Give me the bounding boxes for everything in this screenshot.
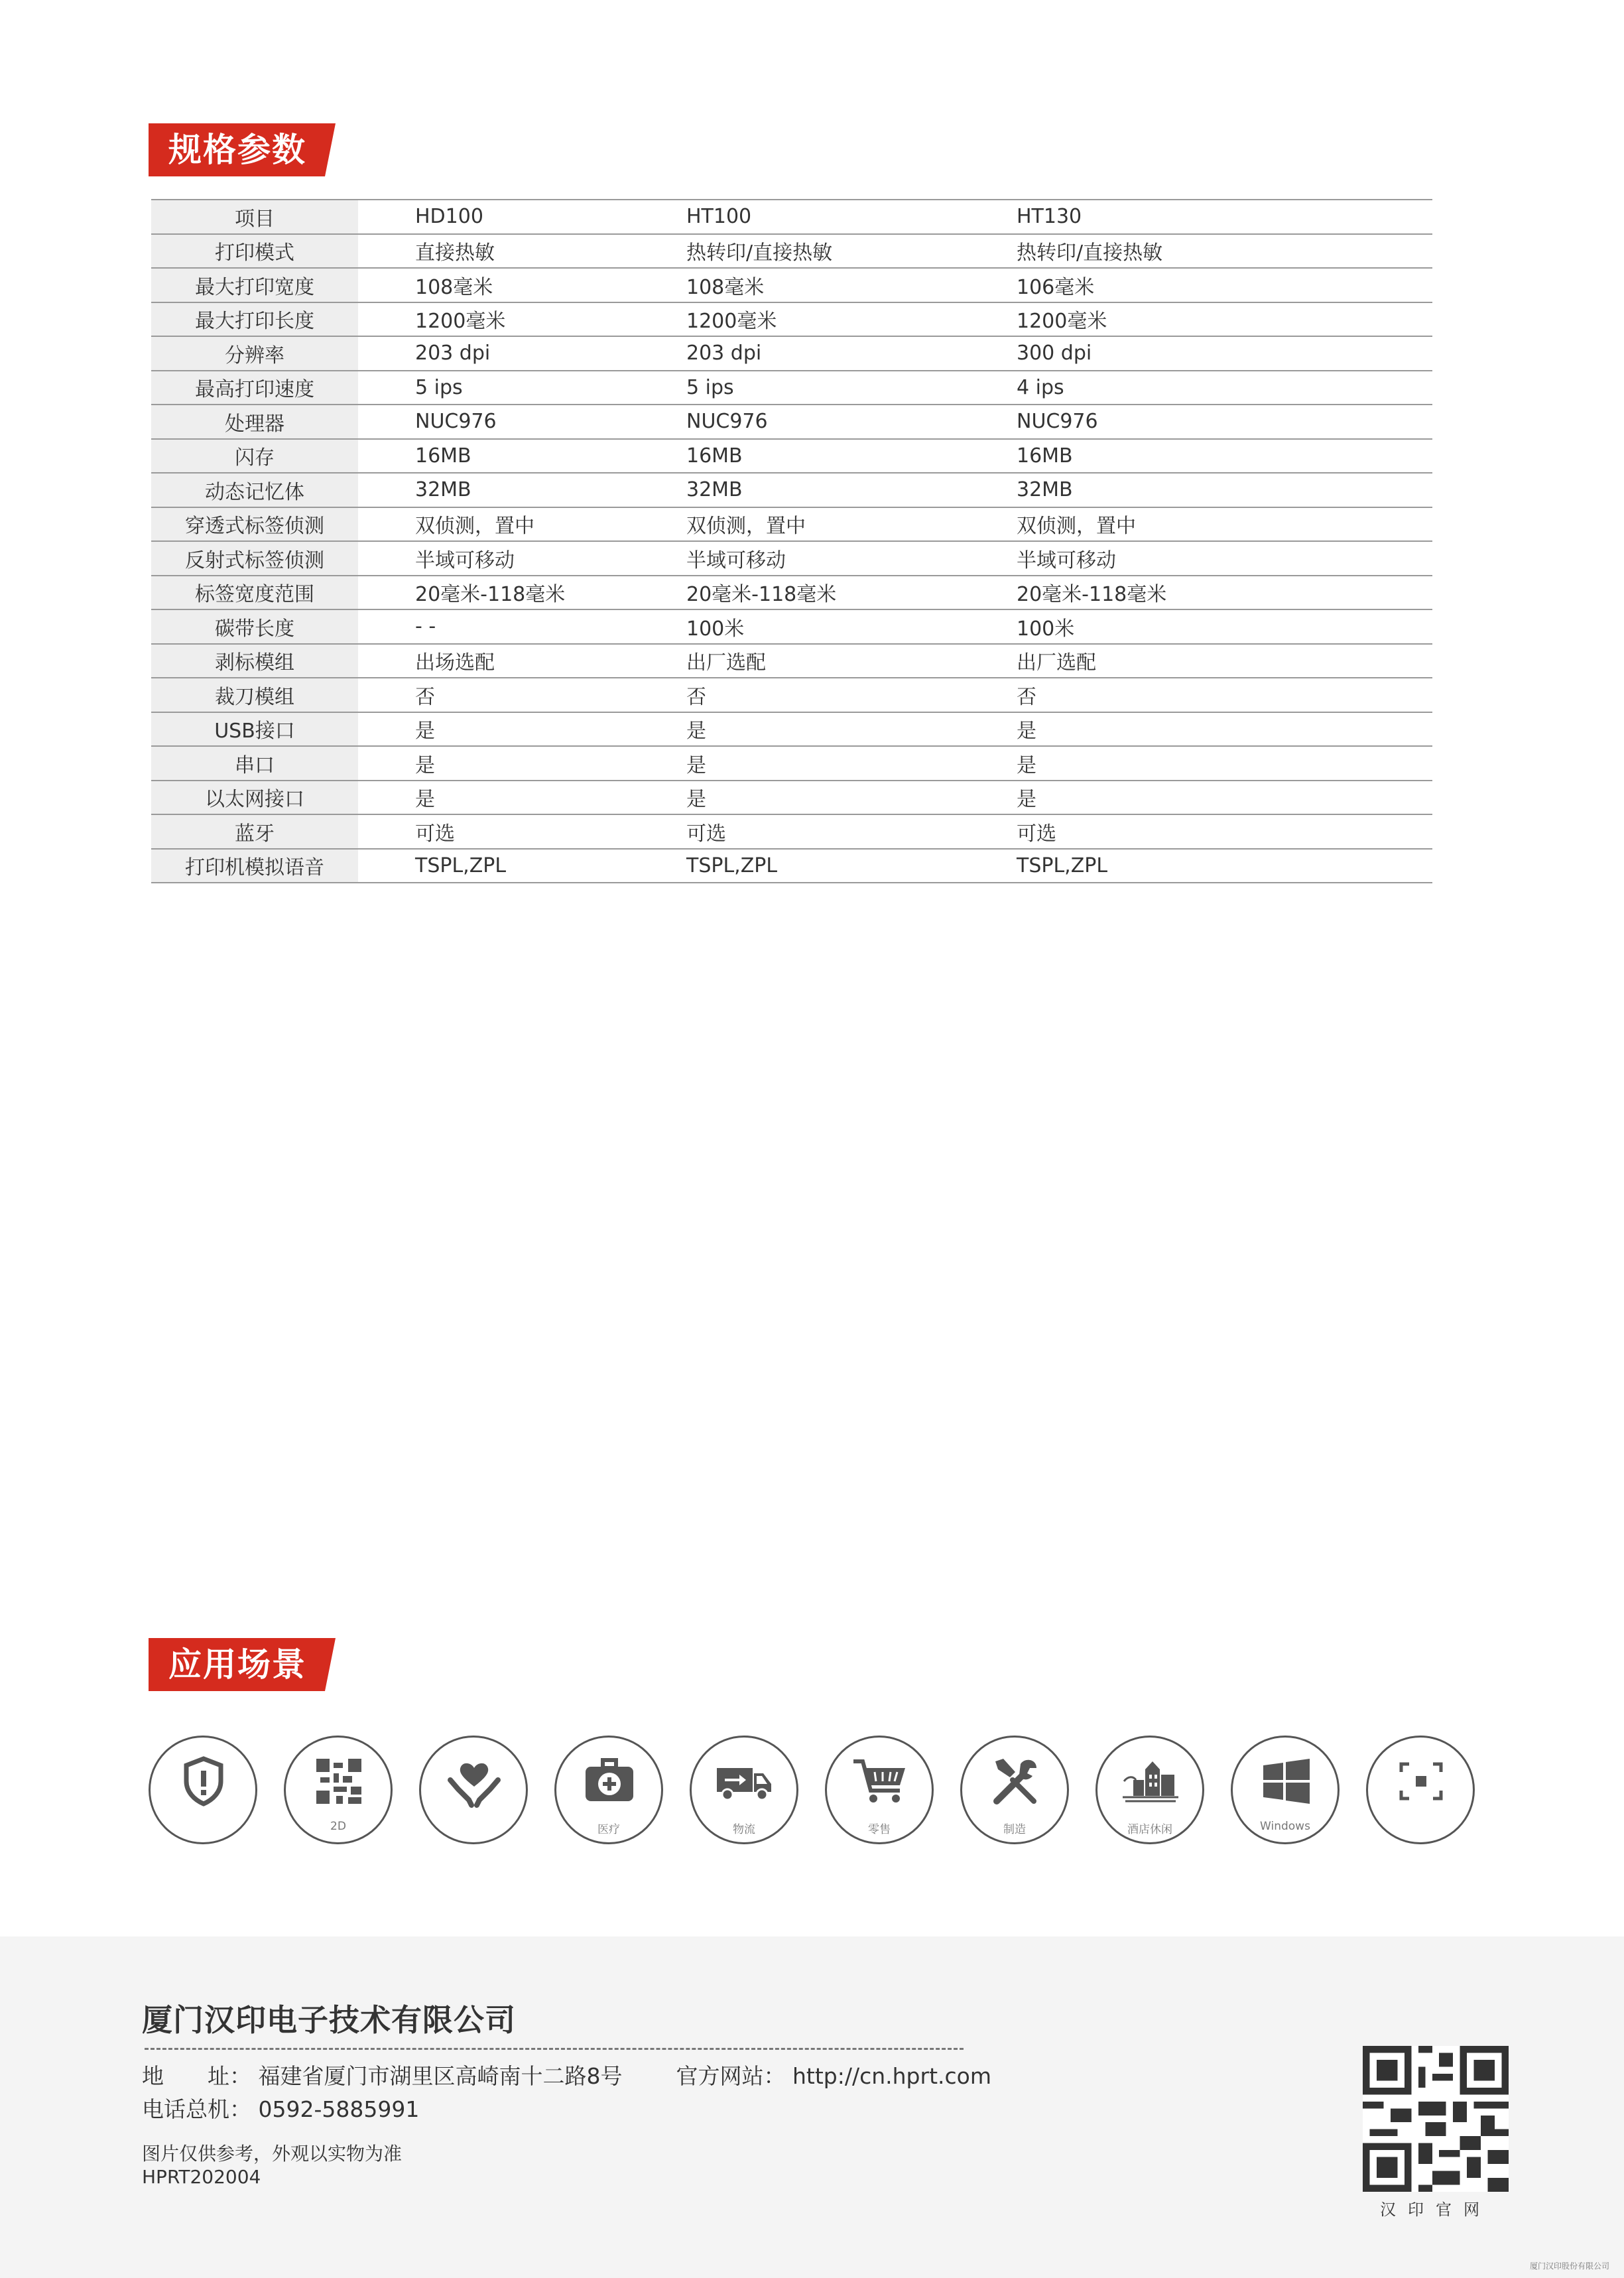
spec-row-value: NUC976: [358, 405, 686, 439]
spec-row-label: 闪存: [151, 439, 358, 474]
phone-value: 0592-5885991: [258, 2096, 420, 2122]
spec-row: [151, 507, 1432, 542]
spec-row-value: 16MB: [686, 439, 1017, 474]
spec-row: [151, 781, 1432, 815]
application-section-title: 应用场景: [149, 1638, 325, 1691]
spec-row-value: 半域可移动: [358, 541, 686, 576]
spec-row-value: 可选: [358, 814, 686, 849]
spec-row-value: 可选: [1017, 814, 1432, 849]
icon-label: 酒店休闲: [1127, 1823, 1172, 1836]
icon-label: 医疗: [597, 1823, 620, 1836]
spec-row-label: 串口: [151, 746, 358, 781]
truck-icon: [690, 1736, 798, 1844]
phone-label: 电话总机：: [142, 2096, 251, 2122]
spec-row-label: 蓝牙: [151, 814, 358, 849]
spec-row-value: 出厂选配: [686, 644, 1017, 678]
spec-row-label: 碳带长度: [151, 609, 358, 644]
spec-row-label: 最大打印长度: [151, 302, 358, 337]
spec-row: [151, 576, 1432, 610]
spec-row-value: 32MB: [686, 473, 1017, 507]
spec-row: [151, 712, 1432, 747]
icon-label: 2D: [330, 1820, 346, 1833]
address-row: [142, 2059, 991, 2090]
spec-row-value: 1200毫米: [358, 302, 686, 337]
spec-row-value: 16MB: [358, 439, 686, 474]
tools-icon: [960, 1736, 1069, 1844]
spec-row: [151, 439, 1432, 474]
shield-icon: [149, 1736, 257, 1844]
spec-row-value: 1200毫米: [1017, 302, 1432, 337]
spec-row: [151, 644, 1432, 678]
spec-row: [151, 746, 1432, 781]
phone-row: [142, 2092, 419, 2123]
spec-row: [151, 473, 1432, 507]
spec-row-value: 1200毫米: [686, 302, 1017, 337]
spec-table: [151, 199, 1432, 883]
spec-row-value: 100米: [1017, 609, 1432, 644]
website-link[interactable]: http://cn.hprt.com: [792, 2063, 991, 2089]
spec-row-value: 20毫米-118毫米: [686, 576, 1017, 610]
spec-row-value: 是: [358, 712, 686, 747]
address-label: 地 址：: [142, 2063, 251, 2089]
spec-header-row: [151, 200, 1432, 234]
spec-row-value: 是: [358, 781, 686, 815]
spec-row-label: 最大打印宽度: [151, 268, 358, 302]
spec-row-value: 出场选配: [358, 644, 686, 678]
spec-row-value: 20毫米-118毫米: [358, 576, 686, 610]
spec-section-title: 规格参数: [149, 123, 325, 176]
scan-frame-icon: [1366, 1736, 1475, 1844]
spec-row-value: 203 dpi: [358, 336, 686, 371]
spec-row-value: 热转印/直接热敏: [686, 234, 1017, 269]
spec-row-value: 半域可移动: [1017, 541, 1432, 576]
footer-divider: [145, 2048, 964, 2050]
spec-row-label: 最高打印速度: [151, 371, 358, 405]
spec-row: [151, 336, 1432, 371]
hotel-icon: [1095, 1736, 1204, 1844]
company-name: 厦门汉印电子技术有限公司: [142, 2002, 516, 2038]
spec-row-value: 32MB: [358, 473, 686, 507]
spec-row-value: 106毫米: [1017, 268, 1432, 302]
spec-header-item: 项目: [151, 200, 358, 234]
spec-row-value: 可选: [686, 814, 1017, 849]
icon-label: 零售: [868, 1823, 891, 1836]
spec-row-value: - -: [358, 609, 686, 644]
spec-row-label: 打印机模拟语音: [151, 849, 358, 883]
spec-row-label: 以太网接口: [151, 781, 358, 815]
spec-row-value: 半域可移动: [686, 541, 1017, 576]
spec-row-label: 剥标模组: [151, 644, 358, 678]
icon-label: Windows: [1260, 1820, 1310, 1833]
spec-row-value: 直接热敏: [358, 234, 686, 269]
icon-label: 物流: [733, 1823, 755, 1836]
spec-header-hd100: HD100: [358, 200, 686, 234]
spec-row-value: 否: [358, 678, 686, 712]
spec-row-label: 裁刀模组: [151, 678, 358, 712]
spec-row-value: 是: [358, 746, 686, 781]
spec-row-label: 打印模式: [151, 234, 358, 269]
spec-row: [151, 849, 1432, 883]
spec-row-value: 108毫米: [358, 268, 686, 302]
spec-row-label: 标签宽度范围: [151, 576, 358, 610]
website-label: 官方网站：: [676, 2063, 786, 2089]
spec-row-value: 双侦测，置中: [686, 507, 1017, 542]
spec-row-value: TSPL,ZPL: [686, 849, 1017, 883]
spec-row-value: 是: [1017, 712, 1432, 747]
spec-row-value: 是: [1017, 746, 1432, 781]
spec-row: [151, 541, 1432, 576]
icon-label: 制造: [1003, 1823, 1026, 1836]
spec-row-label: 动态记忆体: [151, 473, 358, 507]
spec-row-value: 是: [1017, 781, 1432, 815]
spec-row-value: 否: [1017, 678, 1432, 712]
spec-row-value: 热转印/直接热敏: [1017, 234, 1432, 269]
spec-header-ht130: HT130: [1017, 200, 1432, 234]
spec-header-ht100: HT100: [686, 200, 1017, 234]
spec-row-value: 300 dpi: [1017, 336, 1432, 371]
spec-row-value: 203 dpi: [686, 336, 1017, 371]
spec-row-value: 是: [686, 746, 1017, 781]
spec-row-value: 否: [686, 678, 1017, 712]
windows-icon: [1231, 1736, 1340, 1844]
spec-row-value: 5 ips: [358, 371, 686, 405]
address-value: 福建省厦门市湖里区高崎南十二路8号: [258, 2063, 623, 2089]
spec-row-value: TSPL,ZPL: [1017, 849, 1432, 883]
spec-row-value: NUC976: [686, 405, 1017, 439]
spec-row-value: 双侦测，置中: [358, 507, 686, 542]
qr-code-icon: [284, 1736, 393, 1844]
spec-row-value: 32MB: [1017, 473, 1432, 507]
spec-row-value: 108毫米: [686, 268, 1017, 302]
qr-caption: 汉印官网: [1380, 2200, 1491, 2219]
shopping-cart-icon: [825, 1736, 934, 1844]
spec-row-value: 出厂选配: [1017, 644, 1432, 678]
spec-row-value: TSPL,ZPL: [358, 849, 686, 883]
spec-row: [151, 371, 1432, 405]
spec-row-label: 处理器: [151, 405, 358, 439]
spec-row: [151, 678, 1432, 712]
qr-code-image: [1363, 2046, 1509, 2192]
spec-row: [151, 609, 1432, 644]
spec-row-value: NUC976: [1017, 405, 1432, 439]
footer-small-text: 厦门汉印股份有限公司: [1529, 2261, 1609, 2271]
spec-row-value: 100米: [686, 609, 1017, 644]
footer: [0, 1936, 1624, 2278]
heart-hands-icon: [419, 1736, 528, 1844]
spec-row-label: 分辨率: [151, 336, 358, 371]
medical-kit-icon: [554, 1736, 663, 1844]
spec-row-value: 是: [686, 712, 1017, 747]
spec-row-value: 双侦测，置中: [1017, 507, 1432, 542]
spec-row-value: 20毫米-118毫米: [1017, 576, 1432, 610]
application-icons: [149, 1736, 1491, 1848]
spec-row-value: 4 ips: [1017, 371, 1432, 405]
document-code: HPRT202004: [142, 2166, 261, 2188]
spec-row: [151, 302, 1432, 337]
spec-row-value: 5 ips: [686, 371, 1017, 405]
spec-row-label: USB接口: [151, 712, 358, 747]
spec-row-value: 16MB: [1017, 439, 1432, 474]
spec-row-label: 反射式标签侦测: [151, 541, 358, 576]
spec-row-label: 穿透式标签侦测: [151, 507, 358, 542]
spec-row: [151, 405, 1432, 439]
disclaimer-note: 图片仅供参考，外观以实物为准: [142, 2143, 403, 2165]
spec-row-value: 是: [686, 781, 1017, 815]
spec-row: [151, 268, 1432, 302]
spec-row: [151, 234, 1432, 269]
spec-row: [151, 814, 1432, 849]
